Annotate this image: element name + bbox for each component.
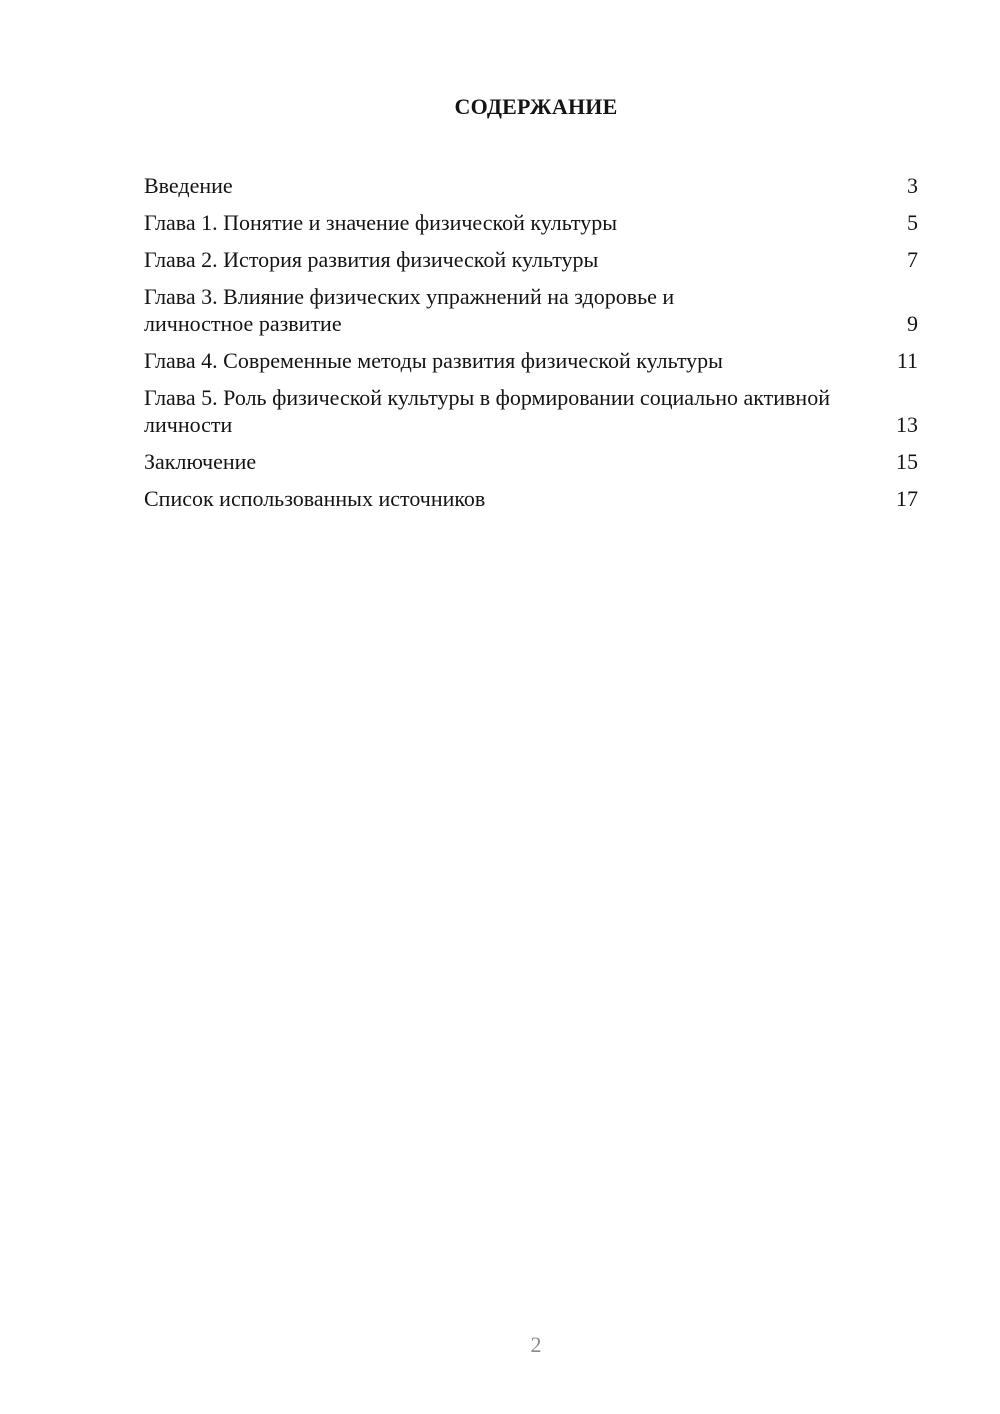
toc-entry-label: Список использованных источников bbox=[144, 486, 486, 511]
toc-entry-chapter-4 bbox=[144, 347, 918, 374]
toc-entry-label: Глава 4. Современные методы развития физической культуры bbox=[144, 348, 723, 373]
toc-entry-page: 9 bbox=[907, 311, 918, 336]
toc-entry-page: 17 bbox=[896, 486, 918, 511]
page-number: 2 bbox=[530, 1332, 542, 1357]
toc-entry-introduction bbox=[144, 172, 918, 199]
toc-entry-label: Заключение bbox=[144, 449, 257, 474]
toc-entry-references bbox=[144, 485, 918, 512]
toc-entry-label: Глава 5. Роль физической культуры в формировании социально активной личности bbox=[144, 385, 830, 437]
toc-entry-chapter-2 bbox=[144, 246, 918, 273]
toc-entry-chapter-1 bbox=[144, 209, 918, 236]
toc-entry-page: 15 bbox=[896, 449, 918, 474]
toc-entry-page: 5 bbox=[907, 210, 918, 235]
toc-entry-page: 11 bbox=[896, 348, 918, 373]
toc-entry-label: Введение bbox=[144, 173, 233, 198]
toc-entry-label: Глава 3. Влияние физических упражнений на здоровье и личностное развитие bbox=[144, 284, 675, 336]
toc-entry-chapter-3 bbox=[144, 283, 918, 337]
table-of-contents bbox=[144, 172, 918, 522]
toc-entry-page: 3 bbox=[907, 173, 918, 198]
toc-entry-page: 13 bbox=[896, 412, 918, 437]
toc-entry-page: 7 bbox=[907, 247, 918, 272]
toc-entry-chapter-5 bbox=[144, 384, 918, 438]
toc-entry-label: Глава 1. Понятие и значение физической культуры bbox=[144, 210, 618, 235]
toc-entry-label: Глава 2. История развития физической культуры bbox=[144, 247, 599, 272]
page-title: СОДЕРЖАНИЕ bbox=[454, 94, 618, 119]
toc-entry-conclusion bbox=[144, 448, 918, 475]
